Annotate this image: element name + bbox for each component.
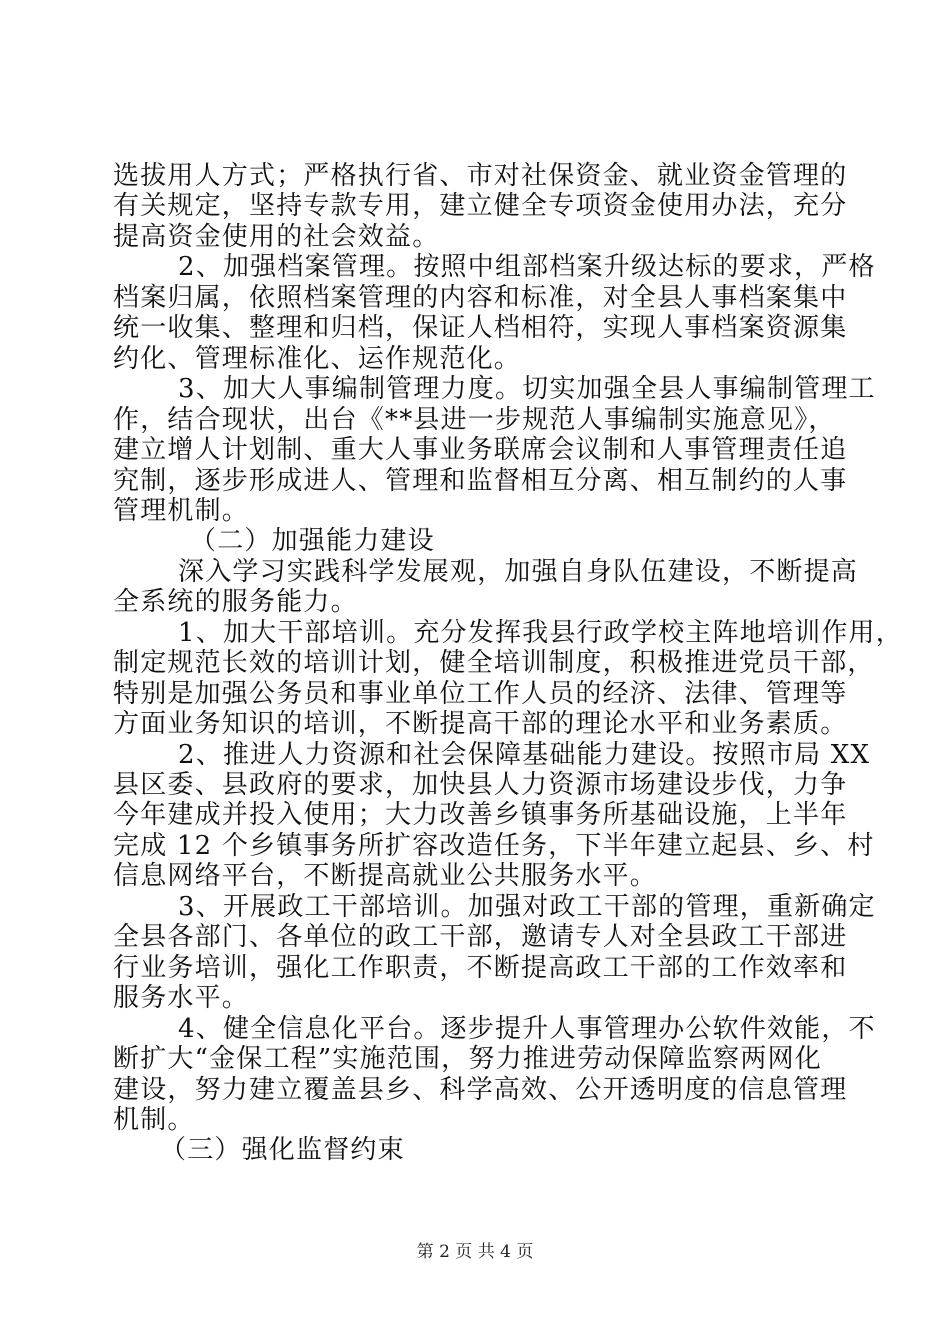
text-line: 2、加强档案管理。按照中组部档案升级达标的要求，严格 xyxy=(178,252,876,283)
text-line: 3、加大人事编制管理力度。切实加强全县人事编制管理工 xyxy=(178,374,876,405)
text-line: （二）加强能力建设 xyxy=(190,526,435,557)
text-line: 3、开展政工干部培训。加强对政工干部的管理，重新确定 xyxy=(178,891,876,922)
text-line: 行业务培训，强化工作职责，不断提高政工干部的工作效率和 xyxy=(113,952,848,983)
text-line: 管理机制。 xyxy=(113,495,250,526)
text-line: 断扩大“金保工程”实施范围，努力推进劳动保障监察两网化 xyxy=(113,1044,822,1075)
text-line: 建设，努力建立覆盖县乡、科学高效、公开透明度的信息管理 xyxy=(113,1074,848,1105)
text-line: 县区委、县政府的要求，加快县人力资源市场建设步伐，力争 xyxy=(113,770,848,800)
text-line: 有关规定，坚持专款专用，建立健全专项资金使用办法，充分 xyxy=(113,191,848,222)
text-line: 服务水平。 xyxy=(113,983,250,1014)
text-line: 完成 12 个乡镇事务所扩容改造任务，下半年建立起县、乡、村 xyxy=(113,830,875,861)
text-line: 提高资金使用的社会效益。 xyxy=(113,221,440,252)
text-line: 选拔用人方式；严格执行省、市对社保资金、就业资金管理的 xyxy=(113,161,848,191)
text-line: 制定规范长效的培训计划，健全培训制度，积极推进党员干部， xyxy=(113,648,875,679)
text-line: 作，结合现状，出台《**县进一步规范人事编制实施意见》， xyxy=(113,404,836,435)
text-line: 档案归属，依照档案管理的内容和标准，对全县人事档案集中 xyxy=(113,282,848,313)
text-line: 建立增人计划制、重大人事业务联席会议制和人事管理责任追 xyxy=(113,435,848,466)
text-line: （三）强化监督约束 xyxy=(160,1135,405,1166)
text-line: 究制，逐步形成进人、管理和监督相互分离、相互制约的人事 xyxy=(113,465,848,496)
text-line: 今年建成并投入使用；大力改善乡镇事务所基础设施，上半年 xyxy=(113,800,848,831)
text-line: 信息网络平台，不断提高就业公共服务水平。 xyxy=(113,861,658,892)
text-line: 全县各部门、各单位的政工干部，邀请专人对全县政工干部进 xyxy=(113,922,848,953)
text-line: 1、加大干部培训。充分发挥我县行政学校主阵地培训作用， xyxy=(178,617,903,648)
text-line: 约化、管理标准化、运作规范化。 xyxy=(113,343,522,374)
text-line: 深入学习实践科学发展观，加强自身队伍建设，不断提高 xyxy=(178,556,859,587)
text-line: 4、健全信息化平台。逐步提升人事管理办公软件效能，不 xyxy=(178,1013,876,1044)
page-footer: 第 2 页 共 4 页 xyxy=(416,1242,534,1262)
text-line: 2、推进人力资源和社会保障基础能力建设。按照市局 XX xyxy=(178,739,871,770)
text-line: 统一收集、整理和归档，保证人档相符，实现人事档案资源集 xyxy=(113,313,848,344)
text-line: 特别是加强公务员和事业单位工作人员的经济、法律、管理等 xyxy=(113,678,848,709)
text-line: 机制。 xyxy=(113,1104,195,1135)
text-line: 全系统的服务能力。 xyxy=(113,587,358,618)
text-line: 方面业务知识的培训，不断提高干部的理论水平和业务素质。 xyxy=(113,709,848,740)
